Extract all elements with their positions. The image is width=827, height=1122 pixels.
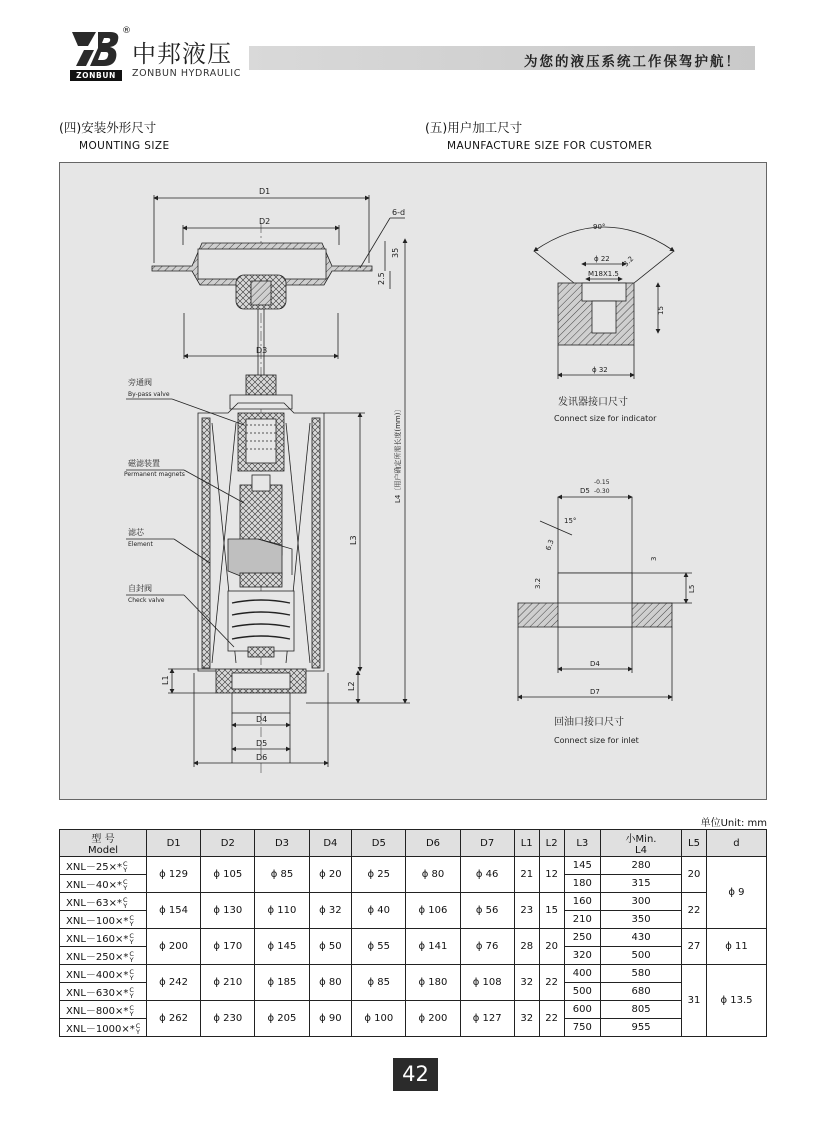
dim-d5: D5	[256, 739, 268, 748]
table-row	[60, 893, 767, 911]
col-l1: L1	[514, 830, 539, 857]
suffix-c: C	[129, 986, 134, 994]
cell-l4: 300	[601, 893, 682, 911]
inlet-r1: 6.3	[544, 538, 556, 552]
cell-d5: ϕ 55	[352, 929, 406, 965]
model-cell	[60, 929, 147, 947]
cell-l2: 22	[539, 965, 564, 1001]
dim-l3: L3	[349, 535, 358, 545]
suffix-c: C	[123, 860, 128, 868]
cell-d1: ϕ 154	[147, 893, 201, 929]
ind-dia: ϕ 22	[594, 255, 610, 263]
cell-d7: ϕ 127	[460, 1001, 514, 1037]
inlet-tol-dn: -0.30	[594, 488, 610, 495]
model-name: XNL－100×*	[66, 916, 129, 927]
cell-l4: 680	[601, 983, 682, 1001]
col-l4	[601, 830, 682, 857]
cell-l3: 250	[564, 929, 600, 947]
logo-badge: ZONBUN	[70, 70, 122, 81]
col-l2: L2	[539, 830, 564, 857]
col-model	[60, 830, 147, 857]
dim-6d: 6-d	[392, 208, 406, 217]
model-cell	[60, 857, 147, 875]
cell-l3: 500	[564, 983, 600, 1001]
inlet-d7: D7	[590, 688, 600, 696]
cell-l4: 580	[601, 965, 682, 983]
cell-l2: 15	[539, 893, 564, 929]
col-model-cn: 型 号	[91, 834, 115, 845]
callout-bypass-cn: 旁通阀	[128, 378, 152, 387]
suffix-y: Y	[123, 884, 128, 892]
cell-d3: ϕ 110	[255, 893, 309, 929]
model-cell	[60, 947, 147, 965]
cell-l5: 27	[682, 929, 707, 965]
cell-l1: 32	[514, 965, 539, 1001]
callout-magnet-cn: 磁滤装置	[128, 459, 160, 468]
cell-d2: ϕ 230	[201, 1001, 255, 1037]
ind-angle: 90°	[593, 223, 606, 231]
right-section-subtitle: MAUNFACTURE SIZE FOR CUSTOMER	[447, 140, 653, 152]
suffix-c: C	[129, 932, 134, 940]
cell-d1: ϕ 262	[147, 1001, 201, 1037]
model-cell	[60, 911, 147, 929]
cell-d5: ϕ 40	[352, 893, 406, 929]
cell-l3: 400	[564, 965, 600, 983]
suffix-y: Y	[123, 866, 128, 874]
suffix-c: C	[123, 878, 128, 886]
suffix-y: Y	[129, 956, 134, 964]
cell-d3: ϕ 205	[255, 1001, 309, 1037]
cell-d6: ϕ 141	[406, 929, 460, 965]
inlet-r2: 3.2	[534, 577, 542, 589]
model-cell	[60, 983, 147, 1001]
col-d: d	[706, 830, 766, 857]
cell-l3: 600	[564, 1001, 600, 1019]
suffix-y: Y	[129, 992, 134, 1000]
cell-l1: 21	[514, 857, 539, 893]
spec-table	[59, 829, 767, 1037]
cell-l4: 805	[601, 1001, 682, 1019]
model-suffix	[129, 1005, 134, 1017]
model-suffix	[123, 879, 128, 891]
col-model-en: Model	[87, 845, 119, 856]
dim-d2: D2	[259, 217, 271, 226]
cell-l2: 22	[539, 1001, 564, 1037]
callout-element-cn: 滤芯	[128, 528, 144, 537]
model-cell	[60, 875, 147, 893]
cell-l3: 160	[564, 893, 600, 911]
callout-check-cn: 自封阀	[128, 584, 152, 593]
col-l3: L3	[564, 830, 600, 857]
cell-d: ϕ 11	[706, 929, 766, 965]
dim-d4: D4	[256, 715, 268, 724]
model-name: XNL－630×*	[66, 988, 129, 999]
cell-l4: 350	[601, 911, 682, 929]
cell-l2: 20	[539, 929, 564, 965]
cell-l3: 750	[564, 1019, 600, 1037]
suffix-y: Y	[123, 902, 128, 910]
inlet-title-en: Connect size for inlet	[554, 736, 639, 745]
ind-thread: M18X1.5	[588, 270, 619, 278]
slogan: 为您的液压系统工作保驾护航！	[524, 54, 741, 70]
cell-d: ϕ 9	[706, 857, 766, 929]
dim-d1: D1	[259, 187, 271, 196]
drawing-canvas	[60, 163, 766, 799]
registered-mark: ®	[122, 26, 131, 36]
model-suffix	[136, 1023, 141, 1035]
cell-d5: ϕ 25	[352, 857, 406, 893]
dim-25: 2.5	[377, 272, 386, 285]
callout-bypass-en: By-pass valve	[128, 391, 170, 398]
inlet-title-cn: 回油口接口尺寸	[554, 717, 624, 728]
model-suffix	[129, 933, 134, 945]
left-section-title: (四)安装外形尺寸	[59, 120, 157, 135]
col-l5: L5	[682, 830, 707, 857]
header-bar	[249, 46, 755, 70]
model-suffix	[129, 951, 134, 963]
suffix-c: C	[129, 914, 134, 922]
cell-d4: ϕ 32	[309, 893, 352, 929]
col-d3: D3	[255, 830, 309, 857]
zb-logo-icon	[70, 28, 122, 70]
cell-l4: 500	[601, 947, 682, 965]
cell-d7: ϕ 46	[460, 857, 514, 893]
cell-d6: ϕ 180	[406, 965, 460, 1001]
ind-title-cn: 发讯器接口尺寸	[558, 397, 628, 408]
cell-l3: 210	[564, 911, 600, 929]
suffix-y: Y	[129, 938, 134, 946]
table-row	[60, 1001, 767, 1019]
cell-l5: 20	[682, 857, 707, 893]
suffix-y: Y	[136, 1028, 140, 1036]
model-name: XNL－63×*	[66, 898, 123, 909]
table-row	[60, 965, 767, 983]
cell-d6: ϕ 106	[406, 893, 460, 929]
left-section-subtitle: MOUNTING SIZE	[79, 140, 170, 152]
model-name: XNL－1000×*	[66, 1024, 135, 1035]
cell-d: ϕ 13.5	[706, 965, 766, 1037]
callout-magnet-en: Permanent magnets	[124, 471, 185, 478]
col-l4-label: L4	[635, 845, 647, 856]
cell-d7: ϕ 56	[460, 893, 514, 929]
cell-d1: ϕ 129	[147, 857, 201, 893]
model-name: XNL－40×*	[66, 880, 123, 891]
suffix-c: C	[129, 950, 134, 958]
model-suffix	[129, 987, 134, 999]
cell-l4: 430	[601, 929, 682, 947]
dim-l1: L1	[161, 675, 170, 685]
col-d2: D2	[201, 830, 255, 857]
suffix-c: C	[123, 896, 128, 904]
suffix-y: Y	[129, 1010, 134, 1018]
model-name: XNL－400×*	[66, 970, 129, 981]
model-cell	[60, 1001, 147, 1019]
cell-d2: ϕ 210	[201, 965, 255, 1001]
cell-d2: ϕ 130	[201, 893, 255, 929]
ind-bore: ϕ 32	[592, 366, 608, 374]
cell-l3: 320	[564, 947, 600, 965]
model-name: XNL－160×*	[66, 934, 129, 945]
cell-d4: ϕ 20	[309, 857, 352, 893]
cell-d6: ϕ 80	[406, 857, 460, 893]
suffix-c: C	[129, 968, 134, 976]
page-number: 42	[393, 1058, 438, 1091]
suffix-y: Y	[129, 920, 134, 928]
cell-l1: 23	[514, 893, 539, 929]
cell-d4: ϕ 90	[309, 1001, 352, 1037]
cell-d3: ϕ 145	[255, 929, 309, 965]
technical-drawing	[59, 162, 767, 800]
model-suffix	[129, 915, 134, 927]
dim-l4: L4〔用户确定所需长度(mm)〕	[394, 405, 402, 503]
dim-d3: D3	[256, 346, 268, 355]
cell-d2: ϕ 105	[201, 857, 255, 893]
brand-logo	[70, 28, 250, 80]
callout-element-en: Element	[128, 541, 153, 548]
inlet-d4: D4	[590, 660, 600, 668]
suffix-c: C	[129, 1004, 134, 1012]
model-name: XNL－250×*	[66, 952, 129, 963]
cell-d4: ϕ 80	[309, 965, 352, 1001]
model-suffix	[123, 861, 128, 873]
model-cell	[60, 965, 147, 983]
cell-l3: 180	[564, 875, 600, 893]
dim-l2: L2	[347, 681, 356, 691]
inlet-d5: D5	[580, 487, 590, 495]
model-suffix	[123, 897, 128, 909]
col-d1: D1	[147, 830, 201, 857]
model-cell	[60, 1019, 147, 1037]
cell-d6: ϕ 200	[406, 1001, 460, 1037]
inlet-v3: 3	[650, 556, 658, 561]
brand-en: ZONBUN HYDRAULIC	[132, 68, 241, 79]
cell-d7: ϕ 76	[460, 929, 514, 965]
table-body	[60, 857, 767, 1037]
col-d4: D4	[309, 830, 352, 857]
cell-d2: ϕ 170	[201, 929, 255, 965]
cell-d3: ϕ 185	[255, 965, 309, 1001]
cell-l4: 280	[601, 857, 682, 875]
dim-35: 35	[391, 247, 400, 258]
brand-cn: 中邦液压	[132, 40, 232, 68]
cell-d5: ϕ 100	[352, 1001, 406, 1037]
suffix-y: Y	[129, 974, 134, 982]
unit-label: 单位Unit: mm	[700, 818, 767, 829]
ind-depth: 15	[657, 306, 665, 315]
cell-l4: 315	[601, 875, 682, 893]
cell-d1: ϕ 242	[147, 965, 201, 1001]
right-section-title: (五)用户加工尺寸	[425, 120, 523, 135]
model-name: XNL－25×*	[66, 862, 123, 873]
cell-d3: ϕ 85	[255, 857, 309, 893]
inlet-angle: 15°	[564, 517, 577, 525]
cell-l3: 145	[564, 857, 600, 875]
col-l4-min: 小Min.	[625, 834, 657, 845]
inlet-l5: L5	[688, 584, 696, 593]
cell-l2: 12	[539, 857, 564, 893]
dim-d6: D6	[256, 753, 268, 762]
cell-d7: ϕ 108	[460, 965, 514, 1001]
cell-l4: 955	[601, 1019, 682, 1037]
inlet-tol-up: -0.15	[594, 479, 610, 486]
table-row	[60, 857, 767, 875]
model-name: XNL－800×*	[66, 1006, 129, 1017]
ind-rough: 3.2	[621, 254, 636, 269]
col-d6: D6	[406, 830, 460, 857]
cell-l5: 22	[682, 893, 707, 929]
cell-d1: ϕ 200	[147, 929, 201, 965]
table-header-row	[60, 830, 767, 857]
cell-d5: ϕ 85	[352, 965, 406, 1001]
ind-title-en: Connect size for indicator	[554, 414, 657, 423]
callout-check-en: Check valve	[128, 597, 165, 604]
suffix-c: C	[135, 1022, 141, 1030]
col-d5: D5	[352, 830, 406, 857]
model-suffix	[129, 969, 134, 981]
table-row	[60, 929, 767, 947]
model-cell	[60, 893, 147, 911]
col-d7: D7	[460, 830, 514, 857]
cell-l1: 28	[514, 929, 539, 965]
cell-l5: 31	[682, 965, 707, 1037]
cell-l1: 32	[514, 1001, 539, 1037]
cell-d4: ϕ 50	[309, 929, 352, 965]
